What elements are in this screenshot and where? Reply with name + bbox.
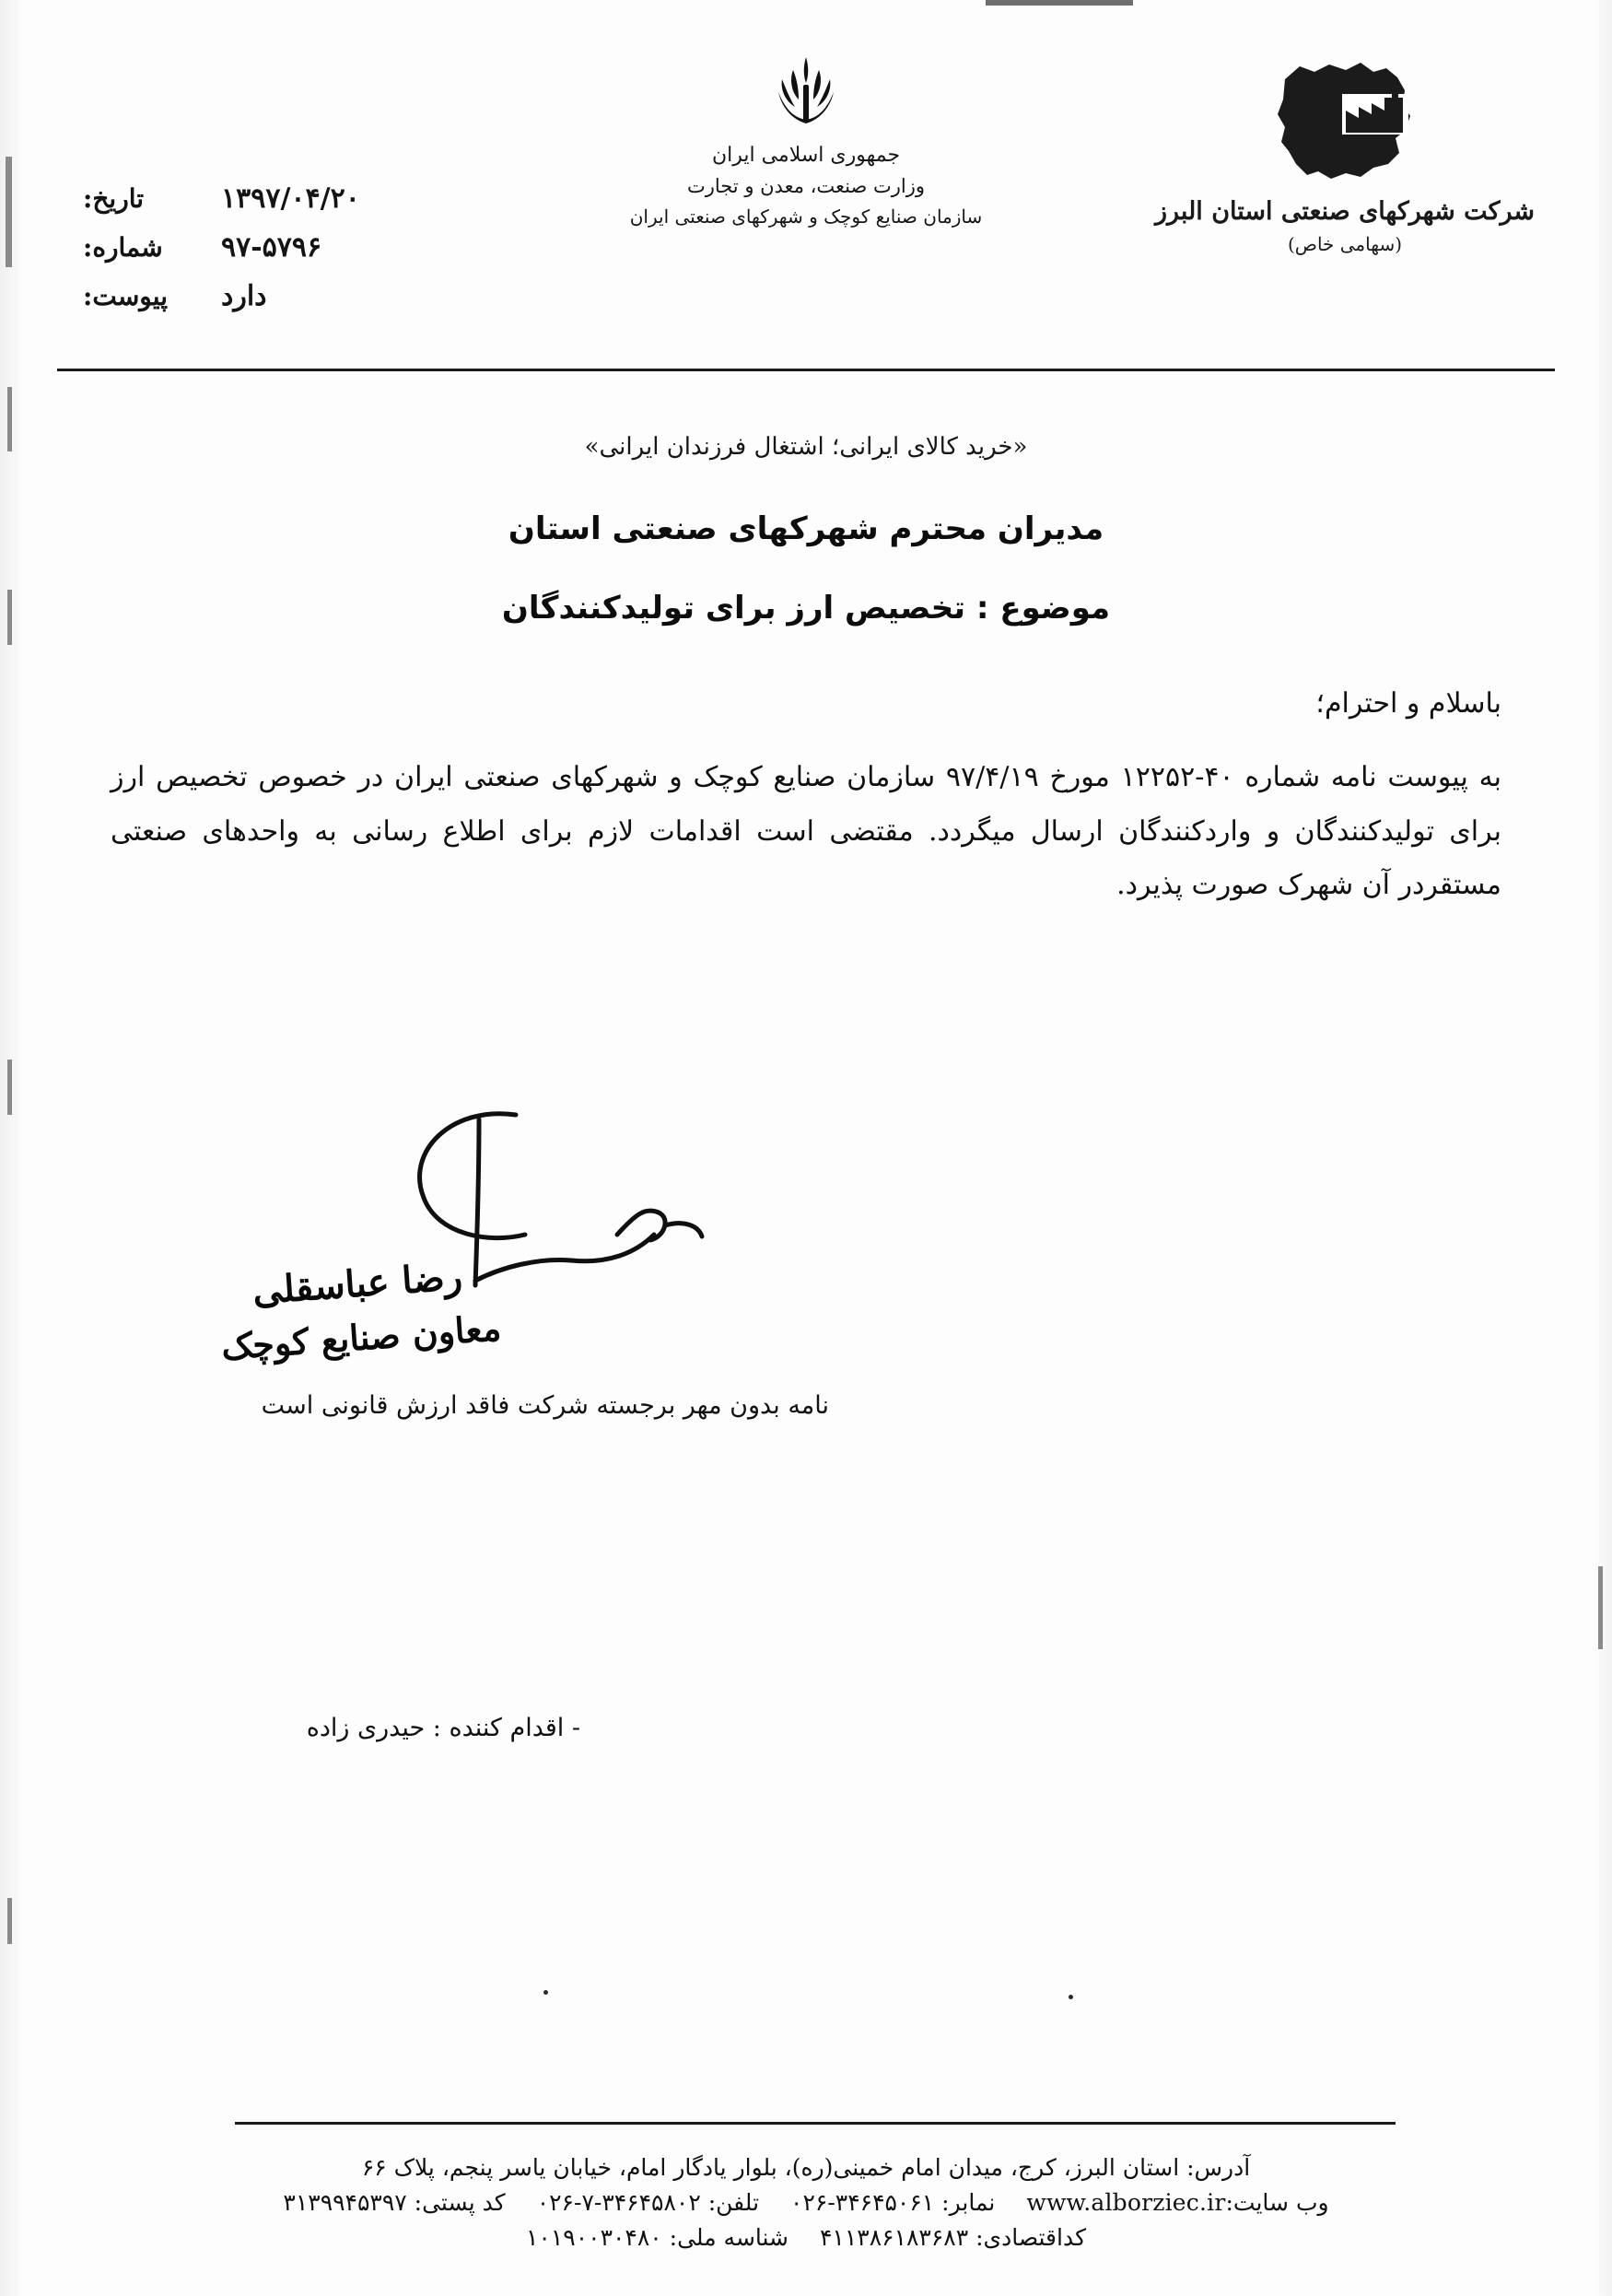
ministry-line-1: جمهوری اسلامی ایران [711, 144, 901, 167]
signer-name: رضا عباسقلی [251, 1255, 464, 1313]
date-value: ۱۳۹۷/۰۴/۲۰ [221, 182, 360, 215]
signer-title: معاون صنایع کوچک [219, 1306, 503, 1368]
letter-meta [83, 182, 470, 329]
footer-ids-line [138, 2224, 1474, 2251]
subject-line: موضوع : تخصیص ارز برای تولیدکنندگان [501, 590, 1111, 627]
footer-economic-code: کداقتصادی: ۴۱۱۳۸۶۱۸۳۶۸۳ [820, 2224, 1086, 2251]
letterhead [55, 44, 1557, 321]
scan-speck [1069, 1995, 1073, 1999]
number-value: ۹۷-۵۷۹۶ [221, 231, 322, 264]
signature-block [129, 1096, 829, 1483]
scan-artifact [7, 387, 12, 451]
footer-contact [138, 2146, 1474, 2259]
greeting-line: باسلام و احترام؛ [1315, 687, 1501, 720]
letter-body [111, 433, 1501, 913]
attachment-label: پیوست: [83, 281, 168, 311]
meta-row-attachment [83, 280, 470, 312]
footer-contact-line [138, 2189, 1474, 2216]
meta-row-number [83, 231, 470, 264]
year-slogan: «خرید کالای ایرانی؛ اشتغال فرزندان ایرانی» [584, 433, 1028, 461]
header-divider [57, 369, 1555, 371]
footer-fax: نمابر: ۳۴۶۴۵۰۶۱-۰۲۶ [790, 2189, 996, 2216]
attachment-value: دارد [221, 280, 267, 312]
scan-artifact [7, 1060, 12, 1115]
scan-speck [543, 1990, 548, 1995]
legal-note: نامه بدون مهر برجسته شرکت فاقد ارزش قانونی است [261, 1391, 829, 1420]
iran-national-emblem-icon [773, 52, 839, 131]
scan-artifact [1598, 1566, 1603, 1649]
scan-artifact [6, 157, 12, 267]
company-identity [1151, 53, 1538, 255]
ministry-line-3: سازمان صنایع کوچک و شهرکهای صنعتی ایران [629, 205, 983, 228]
scan-artifact [7, 1898, 12, 1944]
company-subtitle: (سهامی خاص) [1287, 233, 1403, 255]
action-owner-line: - اقدام کننده : حیدری زاده [306, 1714, 580, 1742]
ministry-identity [567, 52, 1045, 236]
footer-phone: تلفن: ۳۴۶۴۵۸۰۲-۷-۰۲۶ [536, 2189, 760, 2216]
body-paragraph: به پیوست نامه شماره ۴۰-۱۲۲۵۲ مورخ ۹۷/۴/۱۹ سازمان صنایع کوچک و شهرکهای صنعتی ایران در خصوص تخصیص ارز برای تولیدکنندگان و واردکنندگان ارسال میگردد. مقتضی است اقدامات لازم برای اطلاع رسانی به واحدهای صنعتی مستقردر آن شهرک صورت پذیرد. [111, 761, 1501, 901]
footer-address: آدرس: استان البرز، کرج، میدان امام خمینی(ره)، بلوار یادگار امام، خیابان یاسر پنجم، پلاک ۶۶ [361, 2154, 1251, 2181]
scan-edge-right [1592, 0, 1612, 2296]
footer-national-id: شناسه ملی: ۱۰۱۹۰۰۳۰۴۸۰ [526, 2224, 788, 2251]
date-label: تاریخ: [83, 183, 145, 214]
footer-postal-code: کد پستی: ۳۱۳۹۹۴۵۳۹۷ [283, 2189, 506, 2216]
company-name: شرکت شهرکهای صنعتی استان البرز [1154, 197, 1535, 226]
scan-artifact [986, 0, 1133, 6]
ministry-line-2: وزارت صنعت، معدن و تجارت [686, 175, 926, 197]
scan-edge-left [0, 0, 24, 2296]
scan-artifact [7, 590, 12, 645]
meta-row-date [83, 182, 470, 215]
alborz-industrial-estates-logo [1257, 53, 1432, 192]
number-label: شماره: [83, 232, 163, 263]
addressee-line: مدیران محترم شهرکهای صنعتی استان [508, 510, 1104, 547]
signature-stamp [135, 1247, 583, 1373]
footer-divider [235, 2122, 1396, 2125]
footer-website[interactable]: وب سایت:www.alborziec.ir [1026, 2189, 1329, 2216]
